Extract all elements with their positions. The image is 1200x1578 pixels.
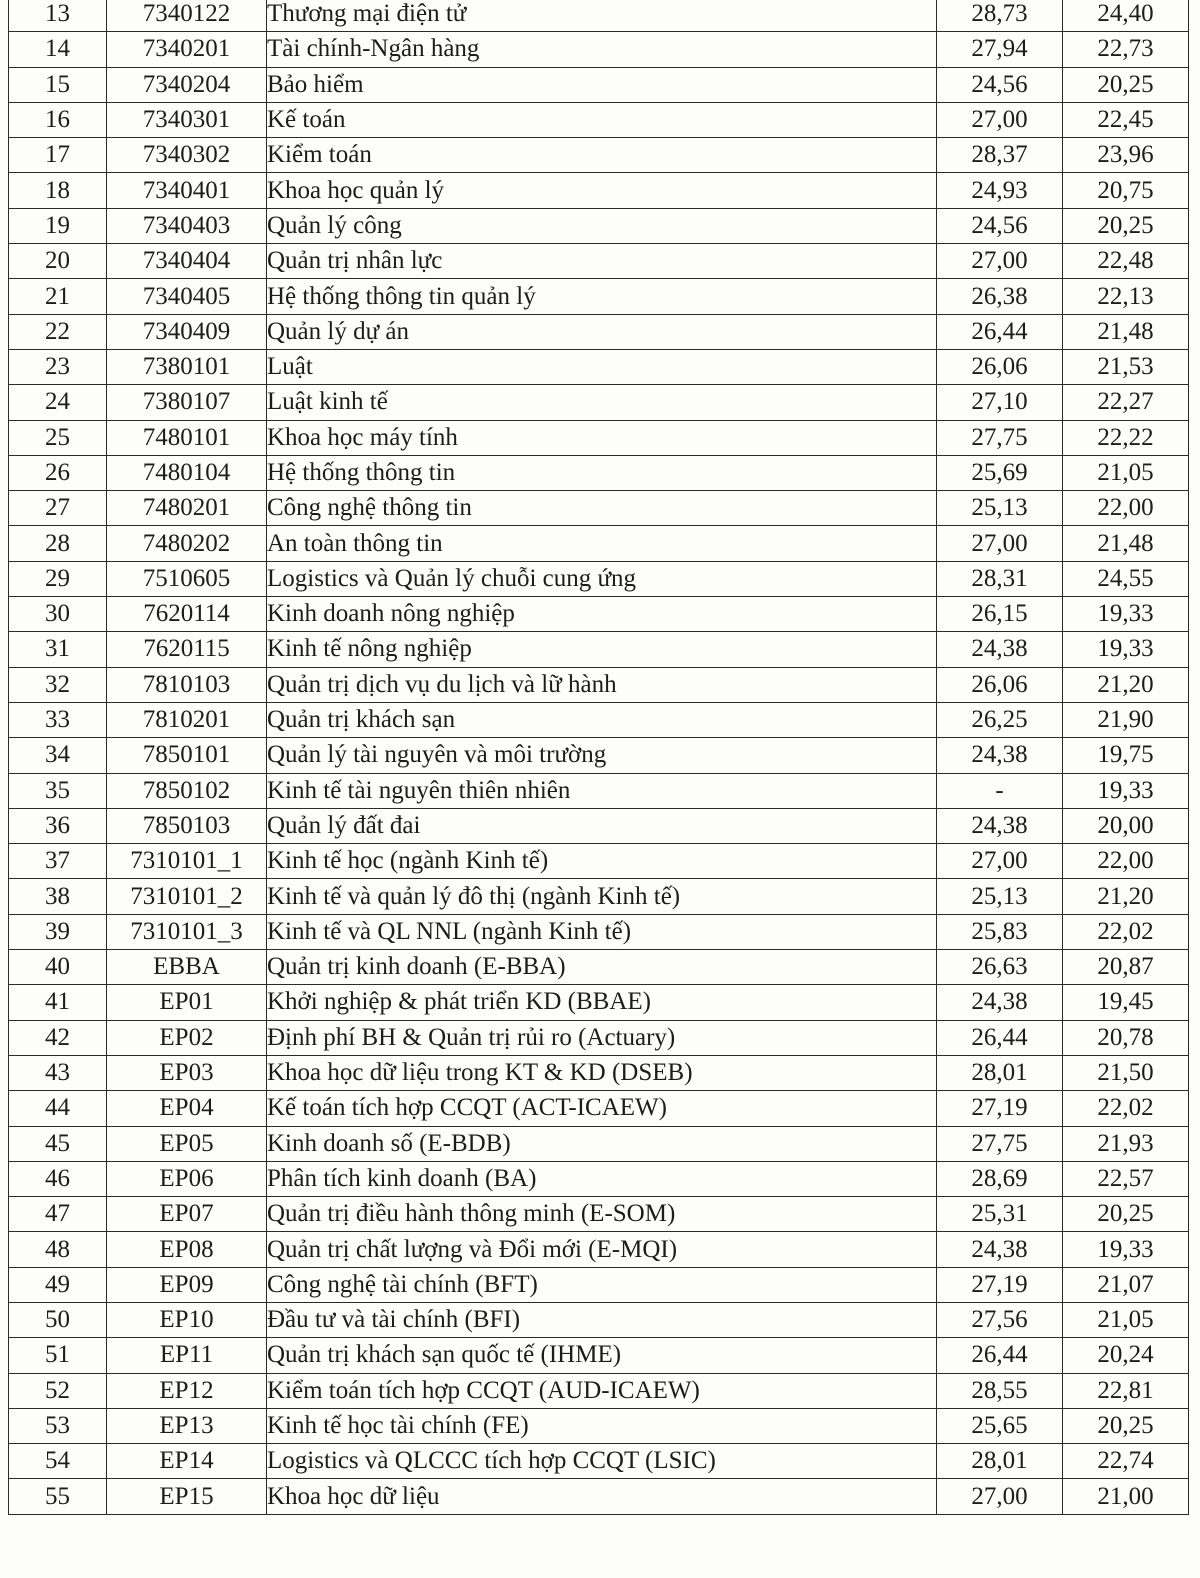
- program-code: 7340409: [107, 314, 267, 349]
- score-method-2: 20,24: [1063, 1338, 1189, 1373]
- score-method-1: 24,38: [937, 808, 1063, 843]
- score-method-1: 25,83: [937, 914, 1063, 949]
- score-method-2: 21,05: [1063, 455, 1189, 490]
- table-row: [9, 1479, 1189, 1514]
- program-name: Bảo hiểm: [267, 67, 937, 102]
- row-number: 46: [9, 1161, 107, 1196]
- program-code: 7810103: [107, 667, 267, 702]
- program-code: EP13: [107, 1408, 267, 1443]
- row-number: 42: [9, 1020, 107, 1055]
- table-row: [9, 32, 1189, 67]
- program-code: 7480202: [107, 526, 267, 561]
- table-row: [9, 702, 1189, 737]
- program-name: Định phí BH & Quản trị rủi ro (Actuary): [267, 1020, 937, 1055]
- score-method-2: 21,48: [1063, 314, 1189, 349]
- score-method-1: 27,94: [937, 32, 1063, 67]
- score-method-1: 28,01: [937, 1055, 1063, 1090]
- row-number: 16: [9, 102, 107, 137]
- score-method-1: 26,44: [937, 314, 1063, 349]
- row-number: 54: [9, 1444, 107, 1479]
- program-name: Quản trị dịch vụ du lịch và lữ hành: [267, 667, 937, 702]
- table-row: [9, 844, 1189, 879]
- program-code: 7810201: [107, 702, 267, 737]
- score-method-2: 21,48: [1063, 526, 1189, 561]
- table-row: [9, 491, 1189, 526]
- program-code: EP12: [107, 1373, 267, 1408]
- program-name: Thương mại điện tử: [267, 0, 937, 32]
- score-method-2: 23,96: [1063, 138, 1189, 173]
- score-method-1: -: [937, 773, 1063, 808]
- program-code: 7340204: [107, 67, 267, 102]
- score-method-1: 27,00: [937, 1479, 1063, 1514]
- table-row: [9, 138, 1189, 173]
- program-name: Quản trị nhân lực: [267, 244, 937, 279]
- table-row: [9, 667, 1189, 702]
- table-row: [9, 1161, 1189, 1196]
- row-number: 32: [9, 667, 107, 702]
- table-row: [9, 385, 1189, 420]
- score-method-2: 22,02: [1063, 914, 1189, 949]
- score-method-1: 27,00: [937, 244, 1063, 279]
- table-row: [9, 1126, 1189, 1161]
- row-number: 25: [9, 420, 107, 455]
- program-name: Khoa học dữ liệu: [267, 1479, 937, 1514]
- program-name: Kinh doanh số (E-BDB): [267, 1126, 937, 1161]
- program-code: 7480201: [107, 491, 267, 526]
- row-number: 38: [9, 879, 107, 914]
- score-method-1: 26,63: [937, 950, 1063, 985]
- table-row: [9, 420, 1189, 455]
- score-method-1: 24,56: [937, 67, 1063, 102]
- score-method-1: 26,15: [937, 597, 1063, 632]
- program-name: Tài chính-Ngân hàng: [267, 32, 937, 67]
- score-method-2: 20,78: [1063, 1020, 1189, 1055]
- program-code: 7850102: [107, 773, 267, 808]
- score-method-2: 21,20: [1063, 667, 1189, 702]
- table-row: [9, 1373, 1189, 1408]
- row-number: 34: [9, 738, 107, 773]
- table-row: [9, 1267, 1189, 1302]
- program-name: Quản trị khách sạn: [267, 702, 937, 737]
- program-code: 7310101_2: [107, 879, 267, 914]
- row-number: 24: [9, 385, 107, 420]
- score-method-1: 27,75: [937, 1126, 1063, 1161]
- table-row: [9, 0, 1189, 32]
- program-code: 7850103: [107, 808, 267, 843]
- score-method-2: 22,45: [1063, 102, 1189, 137]
- score-method-2: 21,53: [1063, 349, 1189, 384]
- score-method-2: 22,22: [1063, 420, 1189, 455]
- score-method-1: 26,38: [937, 279, 1063, 314]
- program-code: 7340401: [107, 173, 267, 208]
- program-name: Luật kinh tế: [267, 385, 937, 420]
- score-method-2: 22,73: [1063, 32, 1189, 67]
- program-code: 7620114: [107, 597, 267, 632]
- program-name: Hệ thống thông tin quản lý: [267, 279, 937, 314]
- score-method-2: 22,48: [1063, 244, 1189, 279]
- program-code: 7380107: [107, 385, 267, 420]
- program-name: Công nghệ thông tin: [267, 491, 937, 526]
- program-name: Công nghệ tài chính (BFT): [267, 1267, 937, 1302]
- program-code: 7850101: [107, 738, 267, 773]
- program-code: EP04: [107, 1091, 267, 1126]
- row-number: 29: [9, 561, 107, 596]
- row-number: 40: [9, 950, 107, 985]
- score-method-1: 25,31: [937, 1197, 1063, 1232]
- program-code: 7510605: [107, 561, 267, 596]
- admission-scores-table: [8, 0, 1189, 1515]
- program-code: 7480101: [107, 420, 267, 455]
- table-row: [9, 561, 1189, 596]
- table-row: [9, 773, 1189, 808]
- score-method-1: 26,44: [937, 1020, 1063, 1055]
- score-method-2: 24,55: [1063, 561, 1189, 596]
- program-name: Hệ thống thông tin: [267, 455, 937, 490]
- program-name: Kinh tế học (ngành Kinh tế): [267, 844, 937, 879]
- program-code: EP15: [107, 1479, 267, 1514]
- program-code: EP11: [107, 1338, 267, 1373]
- row-number: 26: [9, 455, 107, 490]
- row-number: 52: [9, 1373, 107, 1408]
- score-method-1: 28,01: [937, 1444, 1063, 1479]
- program-code: 7340122: [107, 0, 267, 32]
- table-row: [9, 244, 1189, 279]
- row-number: 50: [9, 1302, 107, 1337]
- program-name: Quản lý công: [267, 208, 937, 243]
- table-row: [9, 455, 1189, 490]
- program-name: Kinh tế và QL NNL (ngành Kinh tế): [267, 914, 937, 949]
- score-method-2: 20,87: [1063, 950, 1189, 985]
- program-name: Logistics và QLCCC tích hợp CCQT (LSIC): [267, 1444, 937, 1479]
- table-row: [9, 314, 1189, 349]
- score-method-2: 22,02: [1063, 1091, 1189, 1126]
- row-number: 35: [9, 773, 107, 808]
- program-name: Khoa học quản lý: [267, 173, 937, 208]
- program-code: EP05: [107, 1126, 267, 1161]
- program-name: Kinh tế và quản lý đô thị (ngành Kinh tế): [267, 879, 937, 914]
- program-code: 7310101_3: [107, 914, 267, 949]
- program-code: 7340201: [107, 32, 267, 67]
- program-code: 7310101_1: [107, 844, 267, 879]
- score-method-2: 22,00: [1063, 844, 1189, 879]
- score-method-2: 22,00: [1063, 491, 1189, 526]
- program-name: Quản lý đất đai: [267, 808, 937, 843]
- program-name: Khoa học máy tính: [267, 420, 937, 455]
- score-method-2: 21,00: [1063, 1479, 1189, 1514]
- program-name: Quản lý tài nguyên và môi trường: [267, 738, 937, 773]
- score-method-2: 20,25: [1063, 1408, 1189, 1443]
- score-method-1: 25,13: [937, 879, 1063, 914]
- row-number: 37: [9, 844, 107, 879]
- row-number: 45: [9, 1126, 107, 1161]
- row-number: 55: [9, 1479, 107, 1514]
- program-name: An toàn thông tin: [267, 526, 937, 561]
- table-row: [9, 1055, 1189, 1090]
- program-name: Quản trị kinh doanh (E-BBA): [267, 950, 937, 985]
- score-method-1: 26,06: [937, 349, 1063, 384]
- program-name: Khoa học dữ liệu trong KT & KD (DSEB): [267, 1055, 937, 1090]
- score-method-1: 27,19: [937, 1267, 1063, 1302]
- table-row: [9, 1338, 1189, 1373]
- program-name: Kinh tế tài nguyên thiên nhiên: [267, 773, 937, 808]
- row-number: 49: [9, 1267, 107, 1302]
- table-row: [9, 808, 1189, 843]
- row-number: 33: [9, 702, 107, 737]
- program-name: Kinh tế nông nghiệp: [267, 632, 937, 667]
- table-row: [9, 1408, 1189, 1443]
- program-code: EP09: [107, 1267, 267, 1302]
- score-method-2: 21,07: [1063, 1267, 1189, 1302]
- score-method-2: 21,93: [1063, 1126, 1189, 1161]
- row-number: 30: [9, 597, 107, 632]
- table-row: [9, 1444, 1189, 1479]
- score-method-1: 27,00: [937, 102, 1063, 137]
- score-method-2: 22,27: [1063, 385, 1189, 420]
- table-row: [9, 950, 1189, 985]
- program-name: Quản trị khách sạn quốc tế (IHME): [267, 1338, 937, 1373]
- row-number: 13: [9, 0, 107, 32]
- score-method-1: 27,19: [937, 1091, 1063, 1126]
- score-method-1: 28,55: [937, 1373, 1063, 1408]
- table-row: [9, 1302, 1189, 1337]
- program-code: EP07: [107, 1197, 267, 1232]
- row-number: 28: [9, 526, 107, 561]
- row-number: 22: [9, 314, 107, 349]
- program-code: 7620115: [107, 632, 267, 667]
- score-method-1: 25,69: [937, 455, 1063, 490]
- row-number: 36: [9, 808, 107, 843]
- table-row: [9, 279, 1189, 314]
- program-name: Kiểm toán tích hợp CCQT (AUD-ICAEW): [267, 1373, 937, 1408]
- score-method-2: 21,90: [1063, 702, 1189, 737]
- program-code: 7340302: [107, 138, 267, 173]
- score-method-2: 22,13: [1063, 279, 1189, 314]
- row-number: 43: [9, 1055, 107, 1090]
- table-row: [9, 1020, 1189, 1055]
- program-name: Kế toán tích hợp CCQT (ACT-ICAEW): [267, 1091, 937, 1126]
- score-method-2: 19,33: [1063, 773, 1189, 808]
- score-method-2: 20,00: [1063, 808, 1189, 843]
- program-code: 7380101: [107, 349, 267, 384]
- table-row: [9, 102, 1189, 137]
- score-method-2: 19,33: [1063, 632, 1189, 667]
- program-code: EBBA: [107, 950, 267, 985]
- program-code: 7340405: [107, 279, 267, 314]
- score-method-1: 24,56: [937, 208, 1063, 243]
- score-method-1: 27,56: [937, 1302, 1063, 1337]
- program-name: Quản lý dự án: [267, 314, 937, 349]
- score-method-2: 21,50: [1063, 1055, 1189, 1090]
- score-method-2: 19,75: [1063, 738, 1189, 773]
- table-row: [9, 173, 1189, 208]
- score-method-2: 22,81: [1063, 1373, 1189, 1408]
- table-row: [9, 208, 1189, 243]
- row-number: 39: [9, 914, 107, 949]
- score-method-2: 21,05: [1063, 1302, 1189, 1337]
- row-number: 41: [9, 985, 107, 1020]
- program-code: EP14: [107, 1444, 267, 1479]
- row-number: 17: [9, 138, 107, 173]
- program-code: 7340301: [107, 102, 267, 137]
- row-number: 27: [9, 491, 107, 526]
- score-method-2: 22,57: [1063, 1161, 1189, 1196]
- score-method-1: 28,69: [937, 1161, 1063, 1196]
- score-method-2: 24,40: [1063, 0, 1189, 32]
- program-name: Kinh tế học tài chính (FE): [267, 1408, 937, 1443]
- score-method-1: 24,38: [937, 632, 1063, 667]
- score-method-1: 26,25: [937, 702, 1063, 737]
- table-row: [9, 526, 1189, 561]
- score-method-1: 24,38: [937, 985, 1063, 1020]
- score-method-2: 19,33: [1063, 597, 1189, 632]
- program-code: 7340404: [107, 244, 267, 279]
- score-method-2: 19,45: [1063, 985, 1189, 1020]
- score-method-2: 20,25: [1063, 67, 1189, 102]
- program-code: EP08: [107, 1232, 267, 1267]
- row-number: 15: [9, 67, 107, 102]
- program-name: Đầu tư và tài chính (BFI): [267, 1302, 937, 1337]
- program-code: EP02: [107, 1020, 267, 1055]
- program-name: Kế toán: [267, 102, 937, 137]
- table-row: [9, 1091, 1189, 1126]
- table-body: [9, 0, 1189, 1514]
- row-number: 53: [9, 1408, 107, 1443]
- score-method-2: 20,75: [1063, 173, 1189, 208]
- score-method-1: 24,93: [937, 173, 1063, 208]
- program-code: EP10: [107, 1302, 267, 1337]
- table-row: [9, 914, 1189, 949]
- score-method-2: 22,74: [1063, 1444, 1189, 1479]
- program-code: EP06: [107, 1161, 267, 1196]
- table-row: [9, 67, 1189, 102]
- row-number: 14: [9, 32, 107, 67]
- score-method-1: 27,00: [937, 526, 1063, 561]
- program-code: EP01: [107, 985, 267, 1020]
- score-method-1: 28,31: [937, 561, 1063, 596]
- table-row: [9, 1197, 1189, 1232]
- program-code: 7480104: [107, 455, 267, 490]
- row-number: 20: [9, 244, 107, 279]
- score-method-1: 26,44: [937, 1338, 1063, 1373]
- row-number: 47: [9, 1197, 107, 1232]
- program-name: Logistics và Quản lý chuỗi cung ứng: [267, 561, 937, 596]
- row-number: 51: [9, 1338, 107, 1373]
- program-name: Khởi nghiệp & phát triển KD (BBAE): [267, 985, 937, 1020]
- score-method-1: 25,13: [937, 491, 1063, 526]
- score-method-1: 27,00: [937, 844, 1063, 879]
- score-method-1: 25,65: [937, 1408, 1063, 1443]
- score-method-1: 28,37: [937, 138, 1063, 173]
- score-method-1: 24,38: [937, 1232, 1063, 1267]
- row-number: 48: [9, 1232, 107, 1267]
- row-number: 44: [9, 1091, 107, 1126]
- program-name: Kiểm toán: [267, 138, 937, 173]
- row-number: 18: [9, 173, 107, 208]
- table-row: [9, 738, 1189, 773]
- row-number: 19: [9, 208, 107, 243]
- score-method-2: 20,25: [1063, 1197, 1189, 1232]
- table-row: [9, 597, 1189, 632]
- program-name: Luật: [267, 349, 937, 384]
- row-number: 23: [9, 349, 107, 384]
- table-row: [9, 349, 1189, 384]
- program-name: Quản trị chất lượng và Đổi mới (E-MQI): [267, 1232, 937, 1267]
- program-name: Quản trị điều hành thông minh (E-SOM): [267, 1197, 937, 1232]
- score-method-1: 28,73: [937, 0, 1063, 32]
- table-row: [9, 632, 1189, 667]
- score-method-1: 24,38: [937, 738, 1063, 773]
- score-method-2: 19,33: [1063, 1232, 1189, 1267]
- program-code: 7340403: [107, 208, 267, 243]
- score-method-2: 21,20: [1063, 879, 1189, 914]
- row-number: 21: [9, 279, 107, 314]
- program-code: EP03: [107, 1055, 267, 1090]
- row-number: 31: [9, 632, 107, 667]
- program-name: Kinh doanh nông nghiệp: [267, 597, 937, 632]
- score-method-1: 27,75: [937, 420, 1063, 455]
- program-name: Phân tích kinh doanh (BA): [267, 1161, 937, 1196]
- table-row: [9, 879, 1189, 914]
- table-row: [9, 1232, 1189, 1267]
- table-row: [9, 985, 1189, 1020]
- score-method-1: 26,06: [937, 667, 1063, 702]
- score-method-1: 27,10: [937, 385, 1063, 420]
- score-method-2: 20,25: [1063, 208, 1189, 243]
